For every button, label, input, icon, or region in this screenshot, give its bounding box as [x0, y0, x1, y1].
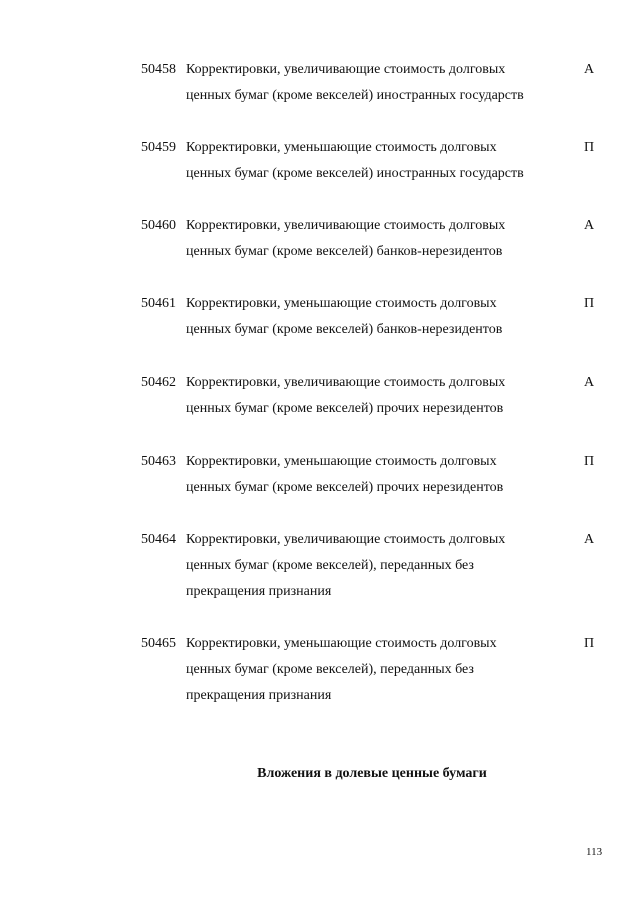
- account-type: П: [584, 140, 595, 155]
- description-line: Корректировки, уменьшающие стоимость долговых: [186, 296, 497, 311]
- description-line: Корректировки, увеличивающие стоимость долговых: [186, 375, 506, 390]
- account-type: А: [584, 375, 595, 390]
- description-line: ценных бумаг (кроме векселей), переданных без: [186, 662, 474, 677]
- account-type: П: [584, 296, 595, 311]
- account-description: [186, 57, 566, 109]
- account-description: [186, 213, 566, 265]
- account-description: [186, 135, 566, 187]
- account-type: А: [584, 532, 595, 547]
- account-description: [186, 291, 566, 343]
- section-heading-text: Вложения в долевые ценные бумаги: [257, 766, 487, 781]
- description-line: Корректировки, увеличивающие стоимость долговых: [186, 532, 506, 547]
- description-line: прекращения признания: [186, 584, 332, 599]
- account-type: П: [584, 636, 595, 651]
- description-line: ценных бумаг (кроме векселей) банков-нерезидентов: [186, 322, 503, 337]
- description-line: ценных бумаг (кроме векселей) иностранных государств: [186, 88, 524, 103]
- description-line: Корректировки, увеличивающие стоимость долговых: [186, 218, 506, 233]
- account-code: 50461: [141, 296, 176, 311]
- description-line: Корректировки, увеличивающие стоимость долговых: [186, 62, 506, 77]
- description-line: ценных бумаг (кроме векселей) банков-нерезидентов: [186, 244, 503, 259]
- page-number: 113: [586, 846, 603, 858]
- section-heading: [0, 764, 640, 784]
- account-code: 50463: [141, 454, 176, 469]
- account-code: 50465: [141, 636, 176, 651]
- account-type: А: [584, 218, 595, 233]
- description-line: ценных бумаг (кроме векселей) прочих нерезидентов: [186, 480, 504, 495]
- account-code: 50459: [141, 140, 176, 155]
- account-code: 50458: [141, 62, 176, 77]
- account-description: [186, 370, 566, 422]
- account-description: [186, 449, 566, 501]
- description-line: ценных бумаг (кроме векселей) иностранных государств: [186, 166, 524, 181]
- account-description: [186, 527, 566, 605]
- account-code: 50460: [141, 218, 176, 233]
- description-line: Корректировки, уменьшающие стоимость долговых: [186, 454, 497, 469]
- account-code: 50462: [141, 375, 176, 390]
- account-type: П: [584, 454, 595, 469]
- account-type: А: [584, 62, 595, 77]
- description-line: прекращения признания: [186, 688, 332, 703]
- description-line: ценных бумаг (кроме векселей), переданных без: [186, 558, 474, 573]
- description-line: Корректировки, уменьшающие стоимость долговых: [186, 140, 497, 155]
- account-code: 50464: [141, 532, 176, 547]
- description-line: Корректировки, уменьшающие стоимость долговых: [186, 636, 497, 651]
- account-description: [186, 631, 566, 709]
- description-line: ценных бумаг (кроме векселей) прочих нерезидентов: [186, 401, 504, 416]
